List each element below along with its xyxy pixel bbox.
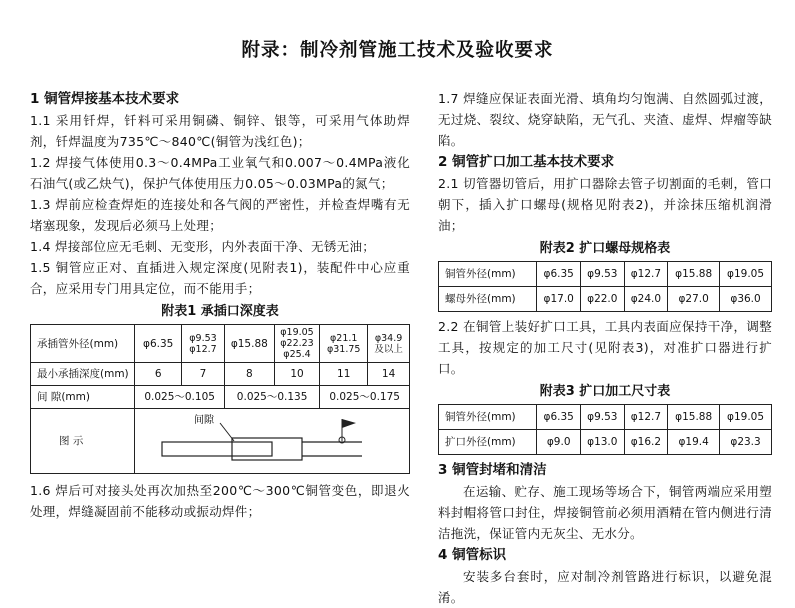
flag-icon bbox=[342, 419, 356, 428]
table-cell: 14 bbox=[368, 363, 410, 386]
table-cell: 8 bbox=[224, 363, 274, 386]
table-cell: φ16.2 bbox=[624, 430, 668, 455]
table-cell: φ9.53 bbox=[581, 262, 625, 287]
table-row bbox=[439, 405, 772, 430]
table-cell: 10 bbox=[274, 363, 320, 386]
table-cell: φ6.35 bbox=[537, 405, 581, 430]
table-row-label: 承插管外径(mm) bbox=[31, 325, 135, 363]
table-cell bbox=[182, 325, 225, 363]
table-cell: φ23.3 bbox=[720, 430, 772, 455]
section-4-heading: 4 铜管标识 bbox=[438, 547, 507, 563]
table-row bbox=[439, 430, 772, 455]
table-cell: φ9.0 bbox=[537, 430, 581, 455]
table-row-label: 间 隙(mm) bbox=[31, 386, 135, 409]
section-1-2-text: 1.2 焊接气体使用0.3～0.4MPa工业氧气和0.007～0.4MPa液化石油气(或乙炔气)，保护气体使用压力0.05～0.03MPa的氮气； bbox=[30, 155, 410, 191]
table-cell: φ15.88 bbox=[668, 405, 720, 430]
table-row-label: 铜管外径(mm) bbox=[439, 405, 537, 430]
table-row bbox=[439, 262, 772, 287]
table-row-label: 螺母外径(mm) bbox=[439, 287, 537, 312]
table-row-label bbox=[31, 409, 135, 474]
table-row-label: 扩口外径(mm) bbox=[439, 430, 537, 455]
inserted-pipe bbox=[162, 442, 272, 456]
flare-size-table bbox=[438, 404, 772, 455]
section-2-heading: 2 铜管扩口加工基本技术要求 bbox=[438, 154, 615, 170]
table-3-caption: 附表3 扩口加工尺寸表 bbox=[539, 384, 671, 399]
table-cell: φ12.7 bbox=[624, 405, 668, 430]
table-1-caption: 附表1 承插口深度表 bbox=[161, 304, 279, 319]
cell-text: φ6.35 bbox=[143, 337, 174, 350]
cell-text: φ22.23 bbox=[280, 338, 314, 349]
right-column bbox=[438, 88, 772, 608]
socket-depth-table bbox=[30, 324, 410, 474]
table-cell: φ15.88 bbox=[668, 262, 720, 287]
cell-text: φ19.05 bbox=[280, 327, 314, 338]
section-1-6-text: 1.6 焊后可对接头处再次加热至200℃～300℃铜管变色，即退火处理，焊缝凝固前不能移动或振动焊件； bbox=[30, 483, 410, 519]
table-cell: 0.025～0.175 bbox=[320, 386, 410, 409]
table-row bbox=[31, 363, 410, 386]
table-cell: φ36.0 bbox=[720, 287, 772, 312]
table-row bbox=[439, 287, 772, 312]
table-cell: 0.025～0.105 bbox=[135, 386, 225, 409]
cell-text: φ34.9 bbox=[374, 332, 403, 344]
table-row bbox=[31, 325, 410, 363]
cell-text: φ9.53 bbox=[189, 332, 217, 344]
cell-text: φ21.1 bbox=[330, 332, 358, 344]
table-cell: φ13.0 bbox=[581, 430, 625, 455]
pipe-joint-diagram-cell bbox=[135, 409, 410, 474]
table-cell: 11 bbox=[320, 363, 368, 386]
table-cell bbox=[224, 325, 274, 363]
table-cell: φ9.53 bbox=[581, 405, 625, 430]
table-cell bbox=[274, 325, 320, 363]
section-3-text: 在运输、贮存、施工现场等场合下，铜管两端应采用塑料封帽将管口封住，焊接铜管前必须用酒精在管内侧进行清洁拖洗，保证管内无灰尘、无水分。 bbox=[438, 484, 772, 541]
section-2-1-text: 2.1 切管器切管后，用扩口器除去管子切割面的毛刺，管口朝下，插入扩口螺母(规格见附表2)，并涂抹压缩机润滑油； bbox=[438, 176, 772, 233]
flare-nut-table bbox=[438, 261, 772, 312]
section-2-2-text: 2.2 在铜管上装好扩口工具，工具内表面应保持干净，调整工具，按规定的加工尺寸(见附表3)，对准扩口器进行扩口。 bbox=[438, 319, 772, 376]
left-column bbox=[30, 88, 410, 522]
section-4-text: 安装多台套时，应对制冷剂管路进行标识，以避免混淆。 bbox=[438, 569, 772, 605]
table-row-label: 最小承插深度(mm) bbox=[31, 363, 135, 386]
table-cell: 7 bbox=[182, 363, 225, 386]
table-cell: 6 bbox=[135, 363, 182, 386]
cell-text: φ25.4 bbox=[283, 349, 311, 360]
pipe-joint-diagram bbox=[142, 411, 402, 467]
table-cell: φ27.0 bbox=[668, 287, 720, 312]
section-1-1-text: 1.1 采用钎焊，钎料可采用铜磷、铜锌、银等，可采用气体助焊剂，钎焊温度为735℃～840℃(铜管为浅红色)； bbox=[30, 113, 410, 149]
table-cell: φ12.7 bbox=[624, 262, 668, 287]
table-cell bbox=[368, 325, 410, 363]
table-cell bbox=[320, 325, 368, 363]
table-row bbox=[31, 409, 410, 474]
cell-text: φ15.88 bbox=[230, 337, 268, 350]
table-cell: 0.025～0.135 bbox=[224, 386, 319, 409]
section-1-5-text: 1.5 铜管应正对、直插进入规定深度(见附表1)，装配件中心应重合，应采用专门用具定位，而不能用手； bbox=[30, 260, 410, 296]
table-cell: φ24.0 bbox=[624, 287, 668, 312]
table-row bbox=[31, 386, 410, 409]
cell-text: φ31.75 bbox=[327, 343, 361, 355]
gap-label: 间隙 bbox=[194, 415, 215, 426]
section-1-7-text: 1.7 焊缝应保证表面光滑、填角均匀饱满、自然圆弧过渡，无过烧、裂纹、烧穿缺陷，无气孔、夹渣、虚焊、焊瘤等缺陷。 bbox=[438, 91, 772, 148]
cell-text: 及以上 bbox=[374, 343, 403, 355]
socket-pipe bbox=[232, 438, 302, 460]
section-1-3-text: 1.3 焊前应检查焊炬的连接处和各气阀的严密性，并检查焊嘴有无堵塞现象，发现后必须马上处理； bbox=[30, 197, 410, 233]
cell-text: φ12.7 bbox=[189, 343, 217, 355]
diagram-row-label: 图 示 bbox=[59, 435, 84, 447]
section-3-heading: 3 铜管封堵和清洁 bbox=[438, 462, 547, 478]
section-1-heading: 1 铜管焊接基本技术要求 bbox=[30, 91, 180, 107]
section-1-4-text: 1.4 焊接部位应无毛刺、无变形，内外表面干净、无锈无油； bbox=[30, 239, 376, 254]
page-title: 附录：制冷剂管施工技术及验收要求 bbox=[241, 40, 554, 61]
table-2-caption: 附表2 扩口螺母规格表 bbox=[539, 241, 671, 256]
table-cell: φ22.0 bbox=[581, 287, 625, 312]
table-row-label: 铜管外径(mm) bbox=[439, 262, 537, 287]
table-cell bbox=[135, 325, 182, 363]
table-cell: φ19.05 bbox=[720, 405, 772, 430]
table-cell: φ19.05 bbox=[720, 262, 772, 287]
table-cell: φ6.35 bbox=[537, 262, 581, 287]
table-cell: φ17.0 bbox=[537, 287, 581, 312]
table-cell: φ19.4 bbox=[668, 430, 720, 455]
